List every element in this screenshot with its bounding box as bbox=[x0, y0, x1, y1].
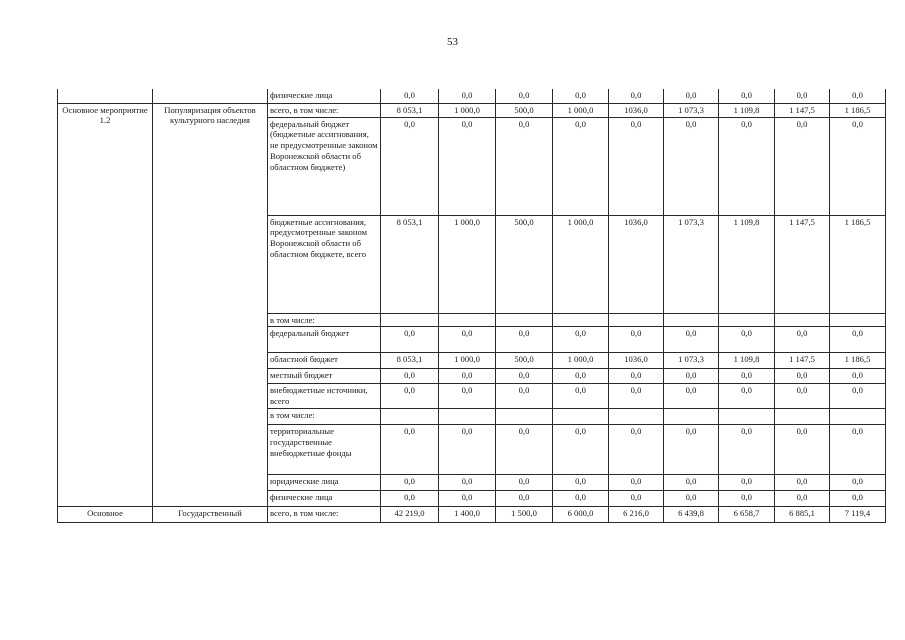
value-cell: 7 119,4 bbox=[830, 507, 886, 523]
funding-source-cell: физические лица bbox=[268, 89, 381, 103]
value-cell: 0,0 bbox=[664, 475, 719, 491]
value-cell bbox=[664, 409, 719, 425]
value-cell: 0,0 bbox=[496, 89, 553, 103]
value-cell: 0,0 bbox=[719, 117, 775, 215]
value-cell: 0,0 bbox=[381, 327, 439, 353]
page-number: 53 bbox=[447, 36, 458, 48]
funding-source-cell: областной бюджет bbox=[268, 353, 381, 369]
value-cell: 6 885,1 bbox=[775, 507, 830, 523]
value-cell: 1 147,5 bbox=[775, 103, 830, 117]
value-cell: 0,0 bbox=[775, 369, 830, 384]
value-cell: 6 216,0 bbox=[609, 507, 664, 523]
funding-source-cell: внебюджетные источники, всего bbox=[268, 384, 381, 409]
value-cell: 8 053,1 bbox=[381, 353, 439, 369]
funding-source-cell: в том числе: bbox=[268, 313, 381, 327]
value-cell: 500,0 bbox=[496, 215, 553, 313]
funding-source-cell: всего, в том числе: bbox=[268, 507, 381, 523]
value-cell bbox=[609, 409, 664, 425]
table-row bbox=[58, 103, 886, 117]
value-cell: 1036,0 bbox=[609, 103, 664, 117]
value-cell: 1036,0 bbox=[609, 215, 664, 313]
value-cell: 0,0 bbox=[830, 369, 886, 384]
funding-source-cell: юридические лица bbox=[268, 475, 381, 491]
value-cell: 0,0 bbox=[830, 425, 886, 475]
value-cell: 0,0 bbox=[439, 491, 496, 507]
value-cell: 0,0 bbox=[381, 384, 439, 409]
funding-source-cell: федеральный бюджет (бюджетные ассигнования, не предусмотренные законом Воронежской области об областном бюджете) bbox=[268, 117, 381, 215]
value-cell: 0,0 bbox=[439, 384, 496, 409]
value-cell bbox=[553, 409, 609, 425]
measure-cell: Основное мероприятие 1.2 bbox=[58, 103, 153, 507]
value-cell: 0,0 bbox=[719, 491, 775, 507]
value-cell: 0,0 bbox=[553, 425, 609, 475]
value-cell: 0,0 bbox=[719, 369, 775, 384]
funding-source-cell: всего, в том числе: bbox=[268, 103, 381, 117]
value-cell: 0,0 bbox=[496, 384, 553, 409]
funding-source-cell: в том числе: bbox=[268, 409, 381, 425]
value-cell: 0,0 bbox=[439, 89, 496, 103]
value-cell: 1 147,5 bbox=[775, 215, 830, 313]
value-cell: 0,0 bbox=[719, 327, 775, 353]
value-cell: 1 186,5 bbox=[830, 215, 886, 313]
value-cell: 0,0 bbox=[496, 327, 553, 353]
value-cell: 0,0 bbox=[664, 425, 719, 475]
value-cell: 0,0 bbox=[381, 117, 439, 215]
measure-name-cell: Популяризация объектов культурного наследия bbox=[153, 103, 268, 507]
value-cell: 0,0 bbox=[496, 475, 553, 491]
value-cell: 0,0 bbox=[664, 327, 719, 353]
value-cell: 6 439,8 bbox=[664, 507, 719, 523]
value-cell bbox=[830, 313, 886, 327]
value-cell: 0,0 bbox=[719, 475, 775, 491]
value-cell: 0,0 bbox=[664, 117, 719, 215]
table-row bbox=[58, 507, 886, 523]
value-cell: 0,0 bbox=[719, 425, 775, 475]
value-cell: 0,0 bbox=[719, 89, 775, 103]
value-cell: 0,0 bbox=[496, 369, 553, 384]
value-cell: 0,0 bbox=[830, 89, 886, 103]
table-row bbox=[58, 89, 886, 103]
value-cell: 1 000,0 bbox=[439, 215, 496, 313]
value-cell: 8 053,1 bbox=[381, 215, 439, 313]
value-cell: 0,0 bbox=[830, 327, 886, 353]
value-cell: 1 000,0 bbox=[553, 103, 609, 117]
value-cell: 0,0 bbox=[553, 369, 609, 384]
measure-name-cell bbox=[153, 89, 268, 103]
measure-cell bbox=[58, 89, 153, 103]
value-cell: 1 000,0 bbox=[553, 215, 609, 313]
value-cell bbox=[719, 409, 775, 425]
value-cell: 0,0 bbox=[609, 117, 664, 215]
value-cell bbox=[830, 409, 886, 425]
value-cell: 0,0 bbox=[439, 425, 496, 475]
value-cell: 0,0 bbox=[609, 327, 664, 353]
budget-table bbox=[57, 89, 886, 523]
value-cell: 0,0 bbox=[664, 369, 719, 384]
value-cell: 0,0 bbox=[830, 475, 886, 491]
value-cell: 0,0 bbox=[439, 117, 496, 215]
value-cell: 0,0 bbox=[381, 89, 439, 103]
value-cell bbox=[496, 313, 553, 327]
value-cell: 0,0 bbox=[830, 384, 886, 409]
value-cell: 0,0 bbox=[664, 384, 719, 409]
value-cell bbox=[439, 313, 496, 327]
value-cell: 1 109,8 bbox=[719, 103, 775, 117]
value-cell: 0,0 bbox=[496, 117, 553, 215]
value-cell bbox=[381, 313, 439, 327]
value-cell bbox=[719, 313, 775, 327]
funding-source-cell: местный бюджет bbox=[268, 369, 381, 384]
value-cell: 0,0 bbox=[439, 475, 496, 491]
value-cell: 1 400,0 bbox=[439, 507, 496, 523]
value-cell: 1 000,0 bbox=[439, 103, 496, 117]
value-cell: 0,0 bbox=[553, 475, 609, 491]
value-cell bbox=[664, 313, 719, 327]
funding-source-cell: бюджетные ассигнования, предусмотренные законом Воронежской области об областном бюджете, всего bbox=[268, 215, 381, 313]
value-cell: 0,0 bbox=[664, 89, 719, 103]
value-cell: 500,0 bbox=[496, 103, 553, 117]
value-cell: 0,0 bbox=[496, 425, 553, 475]
value-cell: 0,0 bbox=[381, 491, 439, 507]
value-cell: 0,0 bbox=[609, 425, 664, 475]
value-cell: 0,0 bbox=[609, 89, 664, 103]
value-cell: 0,0 bbox=[775, 89, 830, 103]
value-cell: 0,0 bbox=[553, 117, 609, 215]
value-cell: 1 500,0 bbox=[496, 507, 553, 523]
value-cell: 0,0 bbox=[381, 475, 439, 491]
value-cell: 0,0 bbox=[609, 369, 664, 384]
value-cell bbox=[496, 409, 553, 425]
value-cell: 0,0 bbox=[609, 475, 664, 491]
measure-name-cell: Государственный bbox=[153, 507, 268, 523]
value-cell: 0,0 bbox=[496, 491, 553, 507]
funding-source-cell: федеральный бюджет bbox=[268, 327, 381, 353]
value-cell: 0,0 bbox=[775, 327, 830, 353]
value-cell bbox=[609, 313, 664, 327]
value-cell: 8 053,1 bbox=[381, 103, 439, 117]
value-cell: 0,0 bbox=[775, 384, 830, 409]
funding-source-cell: территориальные государственные внебюджетные фонды bbox=[268, 425, 381, 475]
value-cell: 0,0 bbox=[775, 117, 830, 215]
value-cell: 0,0 bbox=[439, 327, 496, 353]
value-cell: 0,0 bbox=[830, 117, 886, 215]
value-cell: 0,0 bbox=[439, 369, 496, 384]
value-cell: 1 109,8 bbox=[719, 353, 775, 369]
value-cell: 0,0 bbox=[775, 491, 830, 507]
budget-table-body bbox=[58, 89, 886, 523]
value-cell: 0,0 bbox=[775, 425, 830, 475]
value-cell: 1 186,5 bbox=[830, 103, 886, 117]
value-cell: 6 658,7 bbox=[719, 507, 775, 523]
value-cell: 1 000,0 bbox=[439, 353, 496, 369]
value-cell bbox=[439, 409, 496, 425]
value-cell: 0,0 bbox=[664, 491, 719, 507]
value-cell: 1 073,3 bbox=[664, 353, 719, 369]
value-cell: 0,0 bbox=[553, 89, 609, 103]
value-cell: 0,0 bbox=[830, 491, 886, 507]
funding-source-cell: физические лица bbox=[268, 491, 381, 507]
value-cell: 0,0 bbox=[775, 475, 830, 491]
value-cell: 0,0 bbox=[553, 384, 609, 409]
value-cell: 0,0 bbox=[381, 369, 439, 384]
value-cell bbox=[381, 409, 439, 425]
value-cell: 500,0 bbox=[496, 353, 553, 369]
value-cell: 42 219,0 bbox=[381, 507, 439, 523]
value-cell: 1 147,5 bbox=[775, 353, 830, 369]
value-cell: 0,0 bbox=[381, 425, 439, 475]
value-cell: 0,0 bbox=[609, 384, 664, 409]
value-cell bbox=[553, 313, 609, 327]
measure-cell: Основное bbox=[58, 507, 153, 523]
value-cell: 1 000,0 bbox=[553, 353, 609, 369]
value-cell: 1 073,3 bbox=[664, 103, 719, 117]
value-cell: 0,0 bbox=[609, 491, 664, 507]
value-cell bbox=[775, 409, 830, 425]
value-cell: 1 186,5 bbox=[830, 353, 886, 369]
value-cell: 0,0 bbox=[719, 384, 775, 409]
value-cell bbox=[775, 313, 830, 327]
value-cell: 1036,0 bbox=[609, 353, 664, 369]
value-cell: 1 073,3 bbox=[664, 215, 719, 313]
value-cell: 0,0 bbox=[553, 327, 609, 353]
value-cell: 6 000,0 bbox=[553, 507, 609, 523]
value-cell: 1 109,8 bbox=[719, 215, 775, 313]
value-cell: 0,0 bbox=[553, 491, 609, 507]
